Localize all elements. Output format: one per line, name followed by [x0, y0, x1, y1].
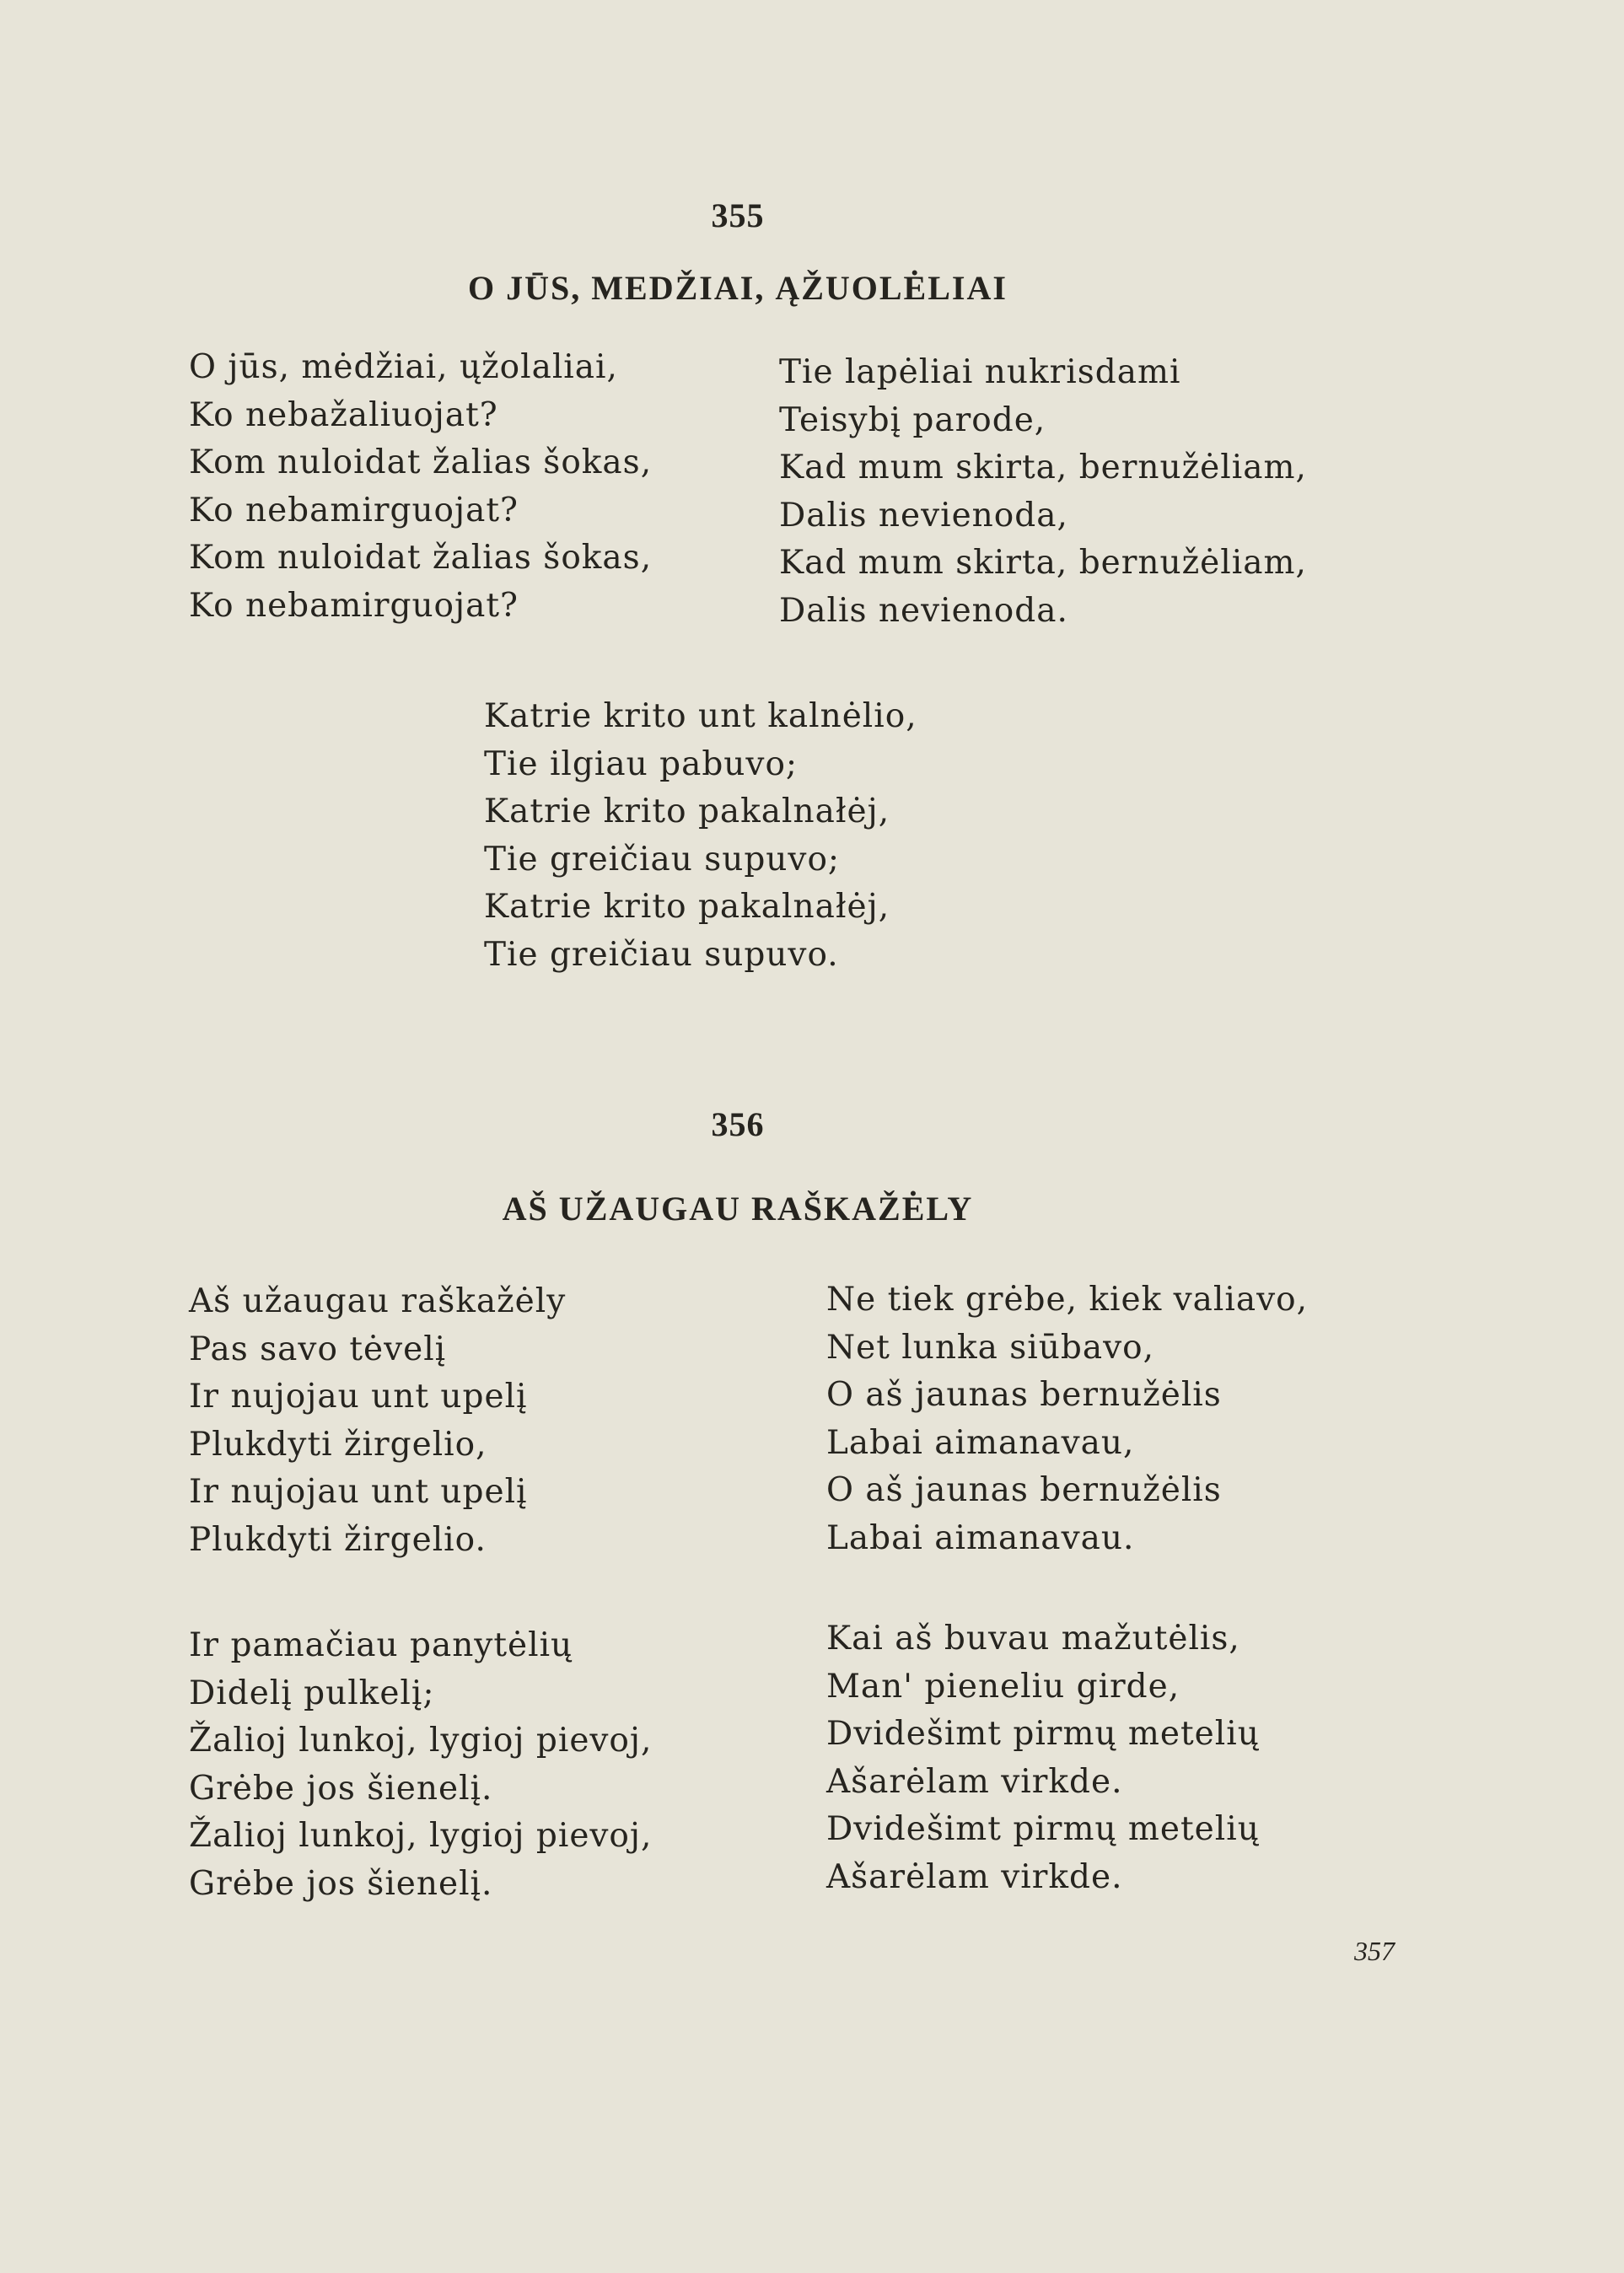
verse-line: Tie ilgiau pabuvo; [484, 744, 799, 783]
verse-line: Plukdyti žirgelio, [189, 1425, 487, 1464]
verse-line: Ir nujojau unt upelį [189, 1473, 528, 1511]
page-number: 357 [1354, 1936, 1395, 1966]
verse-line: Katrie krito pakalnałėj, [484, 888, 890, 926]
verse-line: O aš jaunas bernužėlis [826, 1471, 1222, 1509]
verse-line: Kom nuloidat žalias šokas, [189, 539, 653, 577]
verse-line: Labai aimanavau, [826, 1423, 1135, 1462]
song-title-356: AŠ UŽAUGAU RAŠKAŽĖLY [502, 1190, 974, 1228]
verse-line: Plukdyti žirgelio. [189, 1520, 487, 1559]
verse-line: Katrie krito unt kalnėlio, [484, 697, 917, 735]
verse-line: Grėbe jos šienelį. [189, 1769, 493, 1808]
verse-line: Dvidešimt pirmų metelių [826, 1810, 1260, 1848]
verse-line: Tie greičiau supuvo. [484, 935, 839, 974]
verse-line: Ko nebažaliuojat? [189, 395, 498, 434]
verse-line: Žalioj lunkoj, lygioj pievoj, [189, 1817, 653, 1855]
verse-line: Kad mum skirta, bernužėliam, [779, 544, 1307, 582]
verse-line: Labai aimanavau. [826, 1518, 1135, 1557]
verse-line: Net lunka siūbavo, [826, 1328, 1154, 1367]
stanza [484, 693, 917, 979]
song-title-355: O JŪS, MEDŽIAI, ĄŽUOLĖLIAI [468, 269, 1008, 307]
verse-line: Ko nebamirguojat? [189, 586, 519, 625]
stanza [189, 344, 652, 630]
stanza [189, 1622, 652, 1908]
verse-line: Grėbe jos šienelį. [189, 1864, 493, 1903]
verse-line: Ir nujojau unt upelį [189, 1378, 528, 1416]
verse-line: Dvidešimt pirmų metelių [826, 1715, 1260, 1753]
song-number-356: 356 [711, 1105, 765, 1143]
verse-line: Didelį pulkelį; [189, 1674, 435, 1712]
stanza [779, 349, 1307, 635]
verse-line: Man' pieneliu girde, [826, 1667, 1180, 1706]
verse-line: Ir pamačiau panytėlių [189, 1626, 573, 1664]
verse-line: Aš užaugau raškažėly [189, 1282, 567, 1320]
verse-line: Dalis nevienoda. [779, 591, 1068, 630]
verse-line: Tie greičiau supuvo; [484, 840, 841, 879]
verse-line: Katrie krito pakalnałėj, [484, 793, 890, 830]
verse-line: Ne tiek grėbe, kiek valiavo, [826, 1281, 1308, 1319]
verse-line: Kai aš buvau mažutėlis, [826, 1620, 1240, 1658]
verse-line: Ko nebamirguojat? [189, 491, 519, 529]
verse-line: Tie lapėliai nukrisdami [779, 353, 1181, 391]
verse-line: Teisybį parode, [779, 400, 1046, 439]
stanza [826, 1276, 1308, 1562]
stanza [189, 1278, 566, 1564]
verse-line: O jūs, mėdžiai, ųžolaliai, [189, 348, 618, 386]
verse-line: Ašarėlam virkde. [826, 1857, 1123, 1896]
verse-line: Ašarėlam virkde. [826, 1762, 1123, 1801]
verse-line: Kom nuloidat žalias šokas, [189, 443, 653, 481]
verse-line: Dalis nevienoda, [779, 496, 1068, 535]
song-number-355: 355 [711, 196, 765, 234]
verse-line: O aš jaunas bernužėlis [826, 1376, 1222, 1414]
verse-line: Žalioj lunkoj, lygioj pievoj, [189, 1722, 653, 1760]
verse-line: Kad mum skirta, bernužėliam, [779, 449, 1307, 486]
verse-line: Pas savo tėvelį [189, 1330, 447, 1368]
stanza [826, 1615, 1260, 1901]
